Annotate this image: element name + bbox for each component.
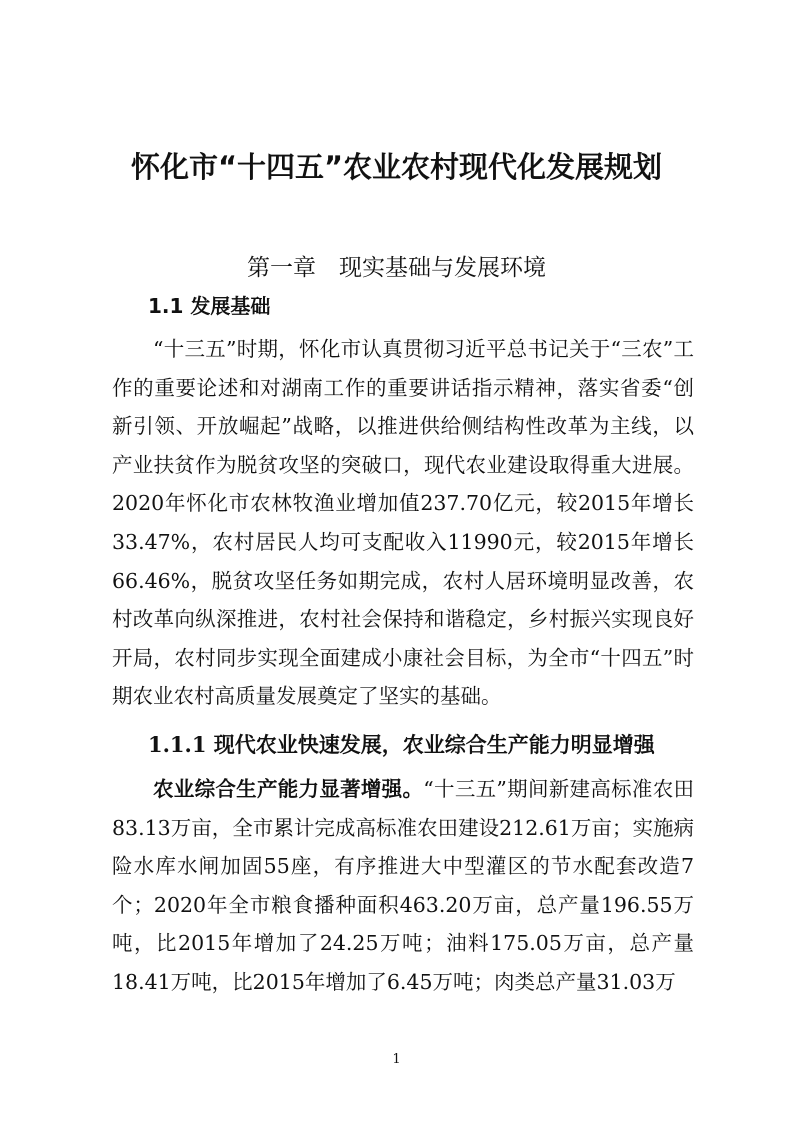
subsection-heading: 1.1.1 现代农业快速发展，农业综合生产能力明显增强 xyxy=(148,732,655,757)
document-title: 怀化市“十四五”农业农村现代化发展规划 xyxy=(130,150,663,184)
body-paragraph xyxy=(112,770,694,1002)
body-paragraph: “十三五”时期，怀化市认真贯彻习近平总书记关于“三农”工作的重要论述和对湖南工作的重要讲话指示精神，落实省委“创新引领、开放崛起”战略，以推进供给侧结构性改革为主线，以产业扶贫作为脱贫攻坚的突破口，现代农业建设取得重大进展。2020年怀化市农林牧渔业增加值237.70亿元，较2015年增长33.47%，农村居民人均可支配收入11990元，较2015年增长66.46%，脱贫攻坚任务如期完成，农村人居环境明显改善，农村改革向纵深推进，农村社会保持和谐稳定，乡村振兴实现良好开局，农村同步实现全面建成小康社会目标，为全市“十四五”时期农业农村高质量发展奠定了坚实的基础。 xyxy=(112,337,694,709)
section-heading: 1.1 发展基础 xyxy=(148,294,271,318)
chapter-title: 第一章 现实基础与发展环境 xyxy=(247,255,546,281)
page-number: 1 xyxy=(392,1052,401,1067)
paragraph-lead-phrase: 农业综合生产能力显著增强。 xyxy=(153,777,424,801)
paragraph-body-text: “十三五”期间新建高标准农田83.13万亩，全市累计完成高标准农田建设212.61万亩；实施病险水库水闸加固55座，有序推进大中型灌区的节水配套改造7个；2020年全市粮食播种面积463.20万亩，总产量196.55万吨，比2015年增加了24.25万吨；油料175.05万亩，总产量18.41万吨，比2015年增加了6.45万吨；肉类总产量31.03万 xyxy=(112,777,694,994)
